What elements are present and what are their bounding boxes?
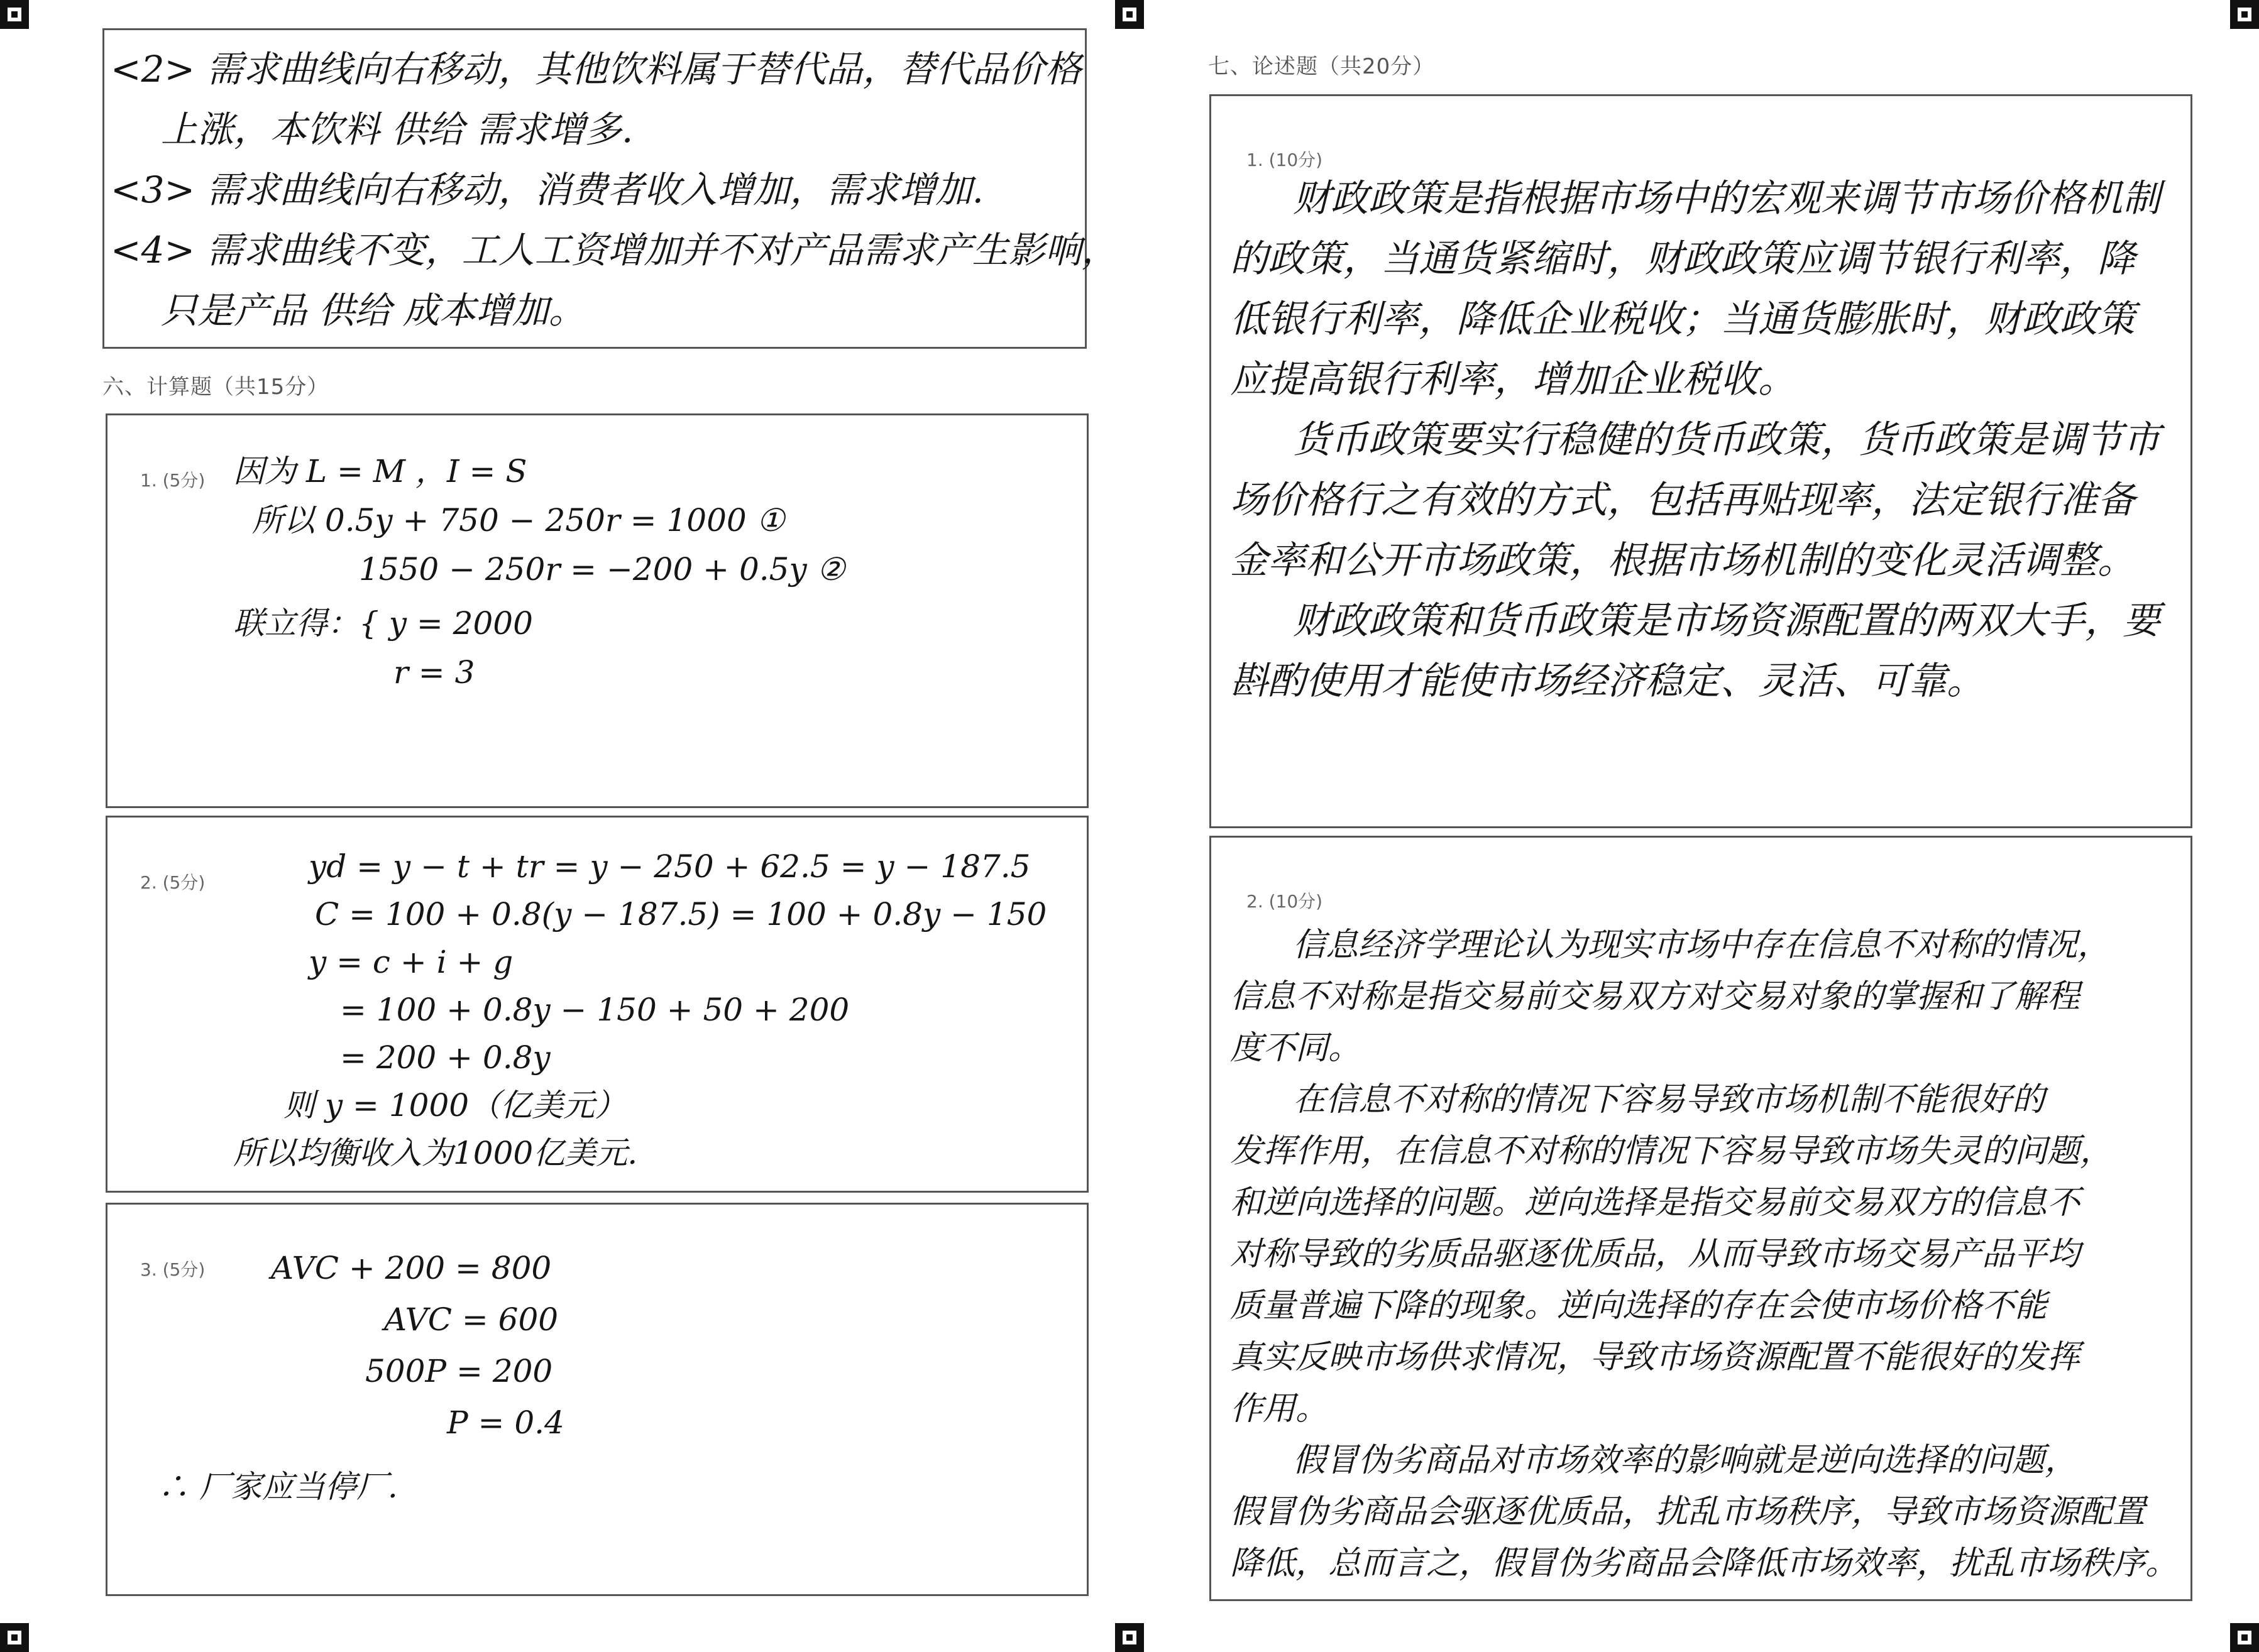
essay-line: 真实反映市场供求情况，导致市场资源配置不能很好的发挥 [1230, 1338, 2080, 1376]
essay-line: 作用。 [1230, 1390, 1329, 1428]
corner-marker-top-right [2230, 0, 2259, 29]
essay-line: 发挥作用，在信息不对称的情况下容易导致市场失灵的问题， [1230, 1132, 2113, 1170]
calc-q1-text [233, 447, 845, 697]
essay-q1-label: 1. (10分) [1246, 150, 1323, 170]
corner-marker-top-left [0, 0, 29, 29]
calc-q2-box [106, 816, 1089, 1193]
top-answer-box [102, 28, 1118, 349]
essay-line: 财政政策和货币政策是市场资源配置的两双大手，要 [1293, 599, 2160, 643]
essay-line: 信息不对称是指交易前交易双方对交易对象的掌握和了解程 [1230, 978, 2080, 1015]
corner-marker-top-center [1115, 0, 1144, 29]
essay-line: 信息经济学理论认为现实市场中存在信息不对称的情况， [1293, 926, 2111, 964]
calc-line: P = 0.4 [447, 1404, 564, 1441]
essay-line: 度不同。 [1230, 1029, 1361, 1067]
essay-line: 假冒伪劣商品对市场效率的影响就是逆向选择的问题， [1293, 1441, 2078, 1479]
essay-line: 低银行利率，降低企业税收；当通货膨胀时，财政政策 [1230, 297, 2135, 341]
essay-line: 场价格行之有效的方式，包括再贴现率，法定银行准备 [1230, 478, 2135, 522]
calc-line: 联立得：{ y = 2000 [233, 605, 533, 642]
essay-line: 的政策，当通货紧缩时，财政政策应调节银行利率，降 [1230, 237, 2135, 281]
calc-section-title: 六、计算题（共15分） [102, 375, 329, 400]
calc-line: 因为 L = M ，I = S [233, 453, 527, 490]
calc-q1-label: 1. (5分) [140, 470, 206, 491]
calc-line: 则 y = 1000（亿美元） [283, 1087, 627, 1124]
calc-q2-label: 2. (5分) [140, 872, 206, 893]
corner-marker-bottom-left [0, 1623, 29, 1652]
answer-line: <4> 需求曲线不变，工人工资增加并不对产品需求产生影响， [111, 229, 1118, 271]
calc-line: AVC + 200 = 800 [271, 1250, 552, 1286]
essay-line: 斟酌使用才能使市场经济稳定、灵活、可靠。 [1230, 659, 1984, 703]
calc-line: C = 100 + 0.8(y − 187.5) = 100 + 0.8y − 150 [315, 896, 1047, 933]
calc-q3-text [158, 1242, 564, 1513]
essay-line: 财政政策是指根据市场中的宏观来调节市场价格机制 [1293, 177, 2160, 221]
calc-line: r = 3 [393, 654, 475, 691]
calc-line: 所以均衡收入为1000亿美元. [233, 1135, 638, 1171]
essay-line: 质量普遍下降的现象。逆向选择的存在会使市场价格不能 [1230, 1287, 2048, 1325]
essay-line: 应提高银行利率，增加企业税收。 [1230, 358, 1796, 402]
calc-line: y = c + i + g [309, 944, 514, 980]
calc-line: 所以 0.5y + 750 − 250r = 1000 ① [252, 502, 785, 539]
calc-line: 1550 − 250r = −200 + 0.5y ② [359, 551, 845, 588]
calc-line: AVC = 600 [384, 1301, 559, 1338]
answer-line: 只是产品 供给 成本增加。 [161, 289, 585, 332]
answer-line: <3> 需求曲线向右移动，消费者收入增加，需求增加. [111, 168, 984, 211]
essay-q2-label: 2. (10分) [1246, 891, 1323, 912]
calc-line: = 100 + 0.8y − 150 + 50 + 200 [340, 992, 850, 1028]
essay-q1-text [1230, 168, 2160, 711]
calc-q1-box [106, 413, 1089, 808]
essay-line: 货币政策要实行稳健的货币政策，货币政策是调节市 [1293, 418, 2160, 462]
corner-marker-bottom-right [2230, 1623, 2259, 1652]
essay-q2-box [1209, 836, 2192, 1601]
essay-line: 和逆向选择的问题。逆向选择是指交易前交易双方的信息不 [1230, 1184, 2080, 1222]
essay-line: 假冒伪劣商品会驱逐优质品，扰乱市场秩序，导致市场资源配置 [1230, 1493, 2146, 1531]
essay-line: 金率和公开市场政策，根据市场机制的变化灵活调整。 [1230, 539, 2135, 583]
essay-q1-box [1209, 94, 2192, 828]
calc-line: = 200 + 0.8y [340, 1039, 551, 1076]
corner-marker-bottom-center [1115, 1623, 1144, 1652]
essay-q2-text [1230, 919, 2178, 1589]
essay-section-title: 七、论述题（共20分） [1208, 54, 1435, 79]
top-answer-text [111, 39, 1118, 341]
essay-line: 在信息不对称的情况下容易导致市场机制不能很好的 [1293, 1081, 2045, 1119]
calc-q2-text [233, 843, 1047, 1177]
answer-line: <2> 需求曲线向右移动，其他饮料属于替代品，替代品价格 [111, 48, 1082, 90]
calc-q3-label: 3. (5分) [140, 1259, 206, 1280]
calc-line: 500P = 200 [365, 1353, 553, 1389]
answer-line: 上涨，本饮料 供给 需求增多. [161, 108, 634, 151]
calc-line: ∴ 厂家应当停厂. [158, 1469, 398, 1505]
calc-line: yd = y − t + tr = y − 250 + 62.5 = y − 187.5 [309, 848, 1031, 885]
essay-line: 对称导致的劣质品驱逐优质品，从而导致市场交易产品平均 [1230, 1235, 2080, 1273]
essay-line: 降低，总而言之，假冒伪劣商品会降低市场效率，扰乱市场秩序。 [1230, 1545, 2179, 1582]
calc-q3-box [106, 1203, 1089, 1596]
